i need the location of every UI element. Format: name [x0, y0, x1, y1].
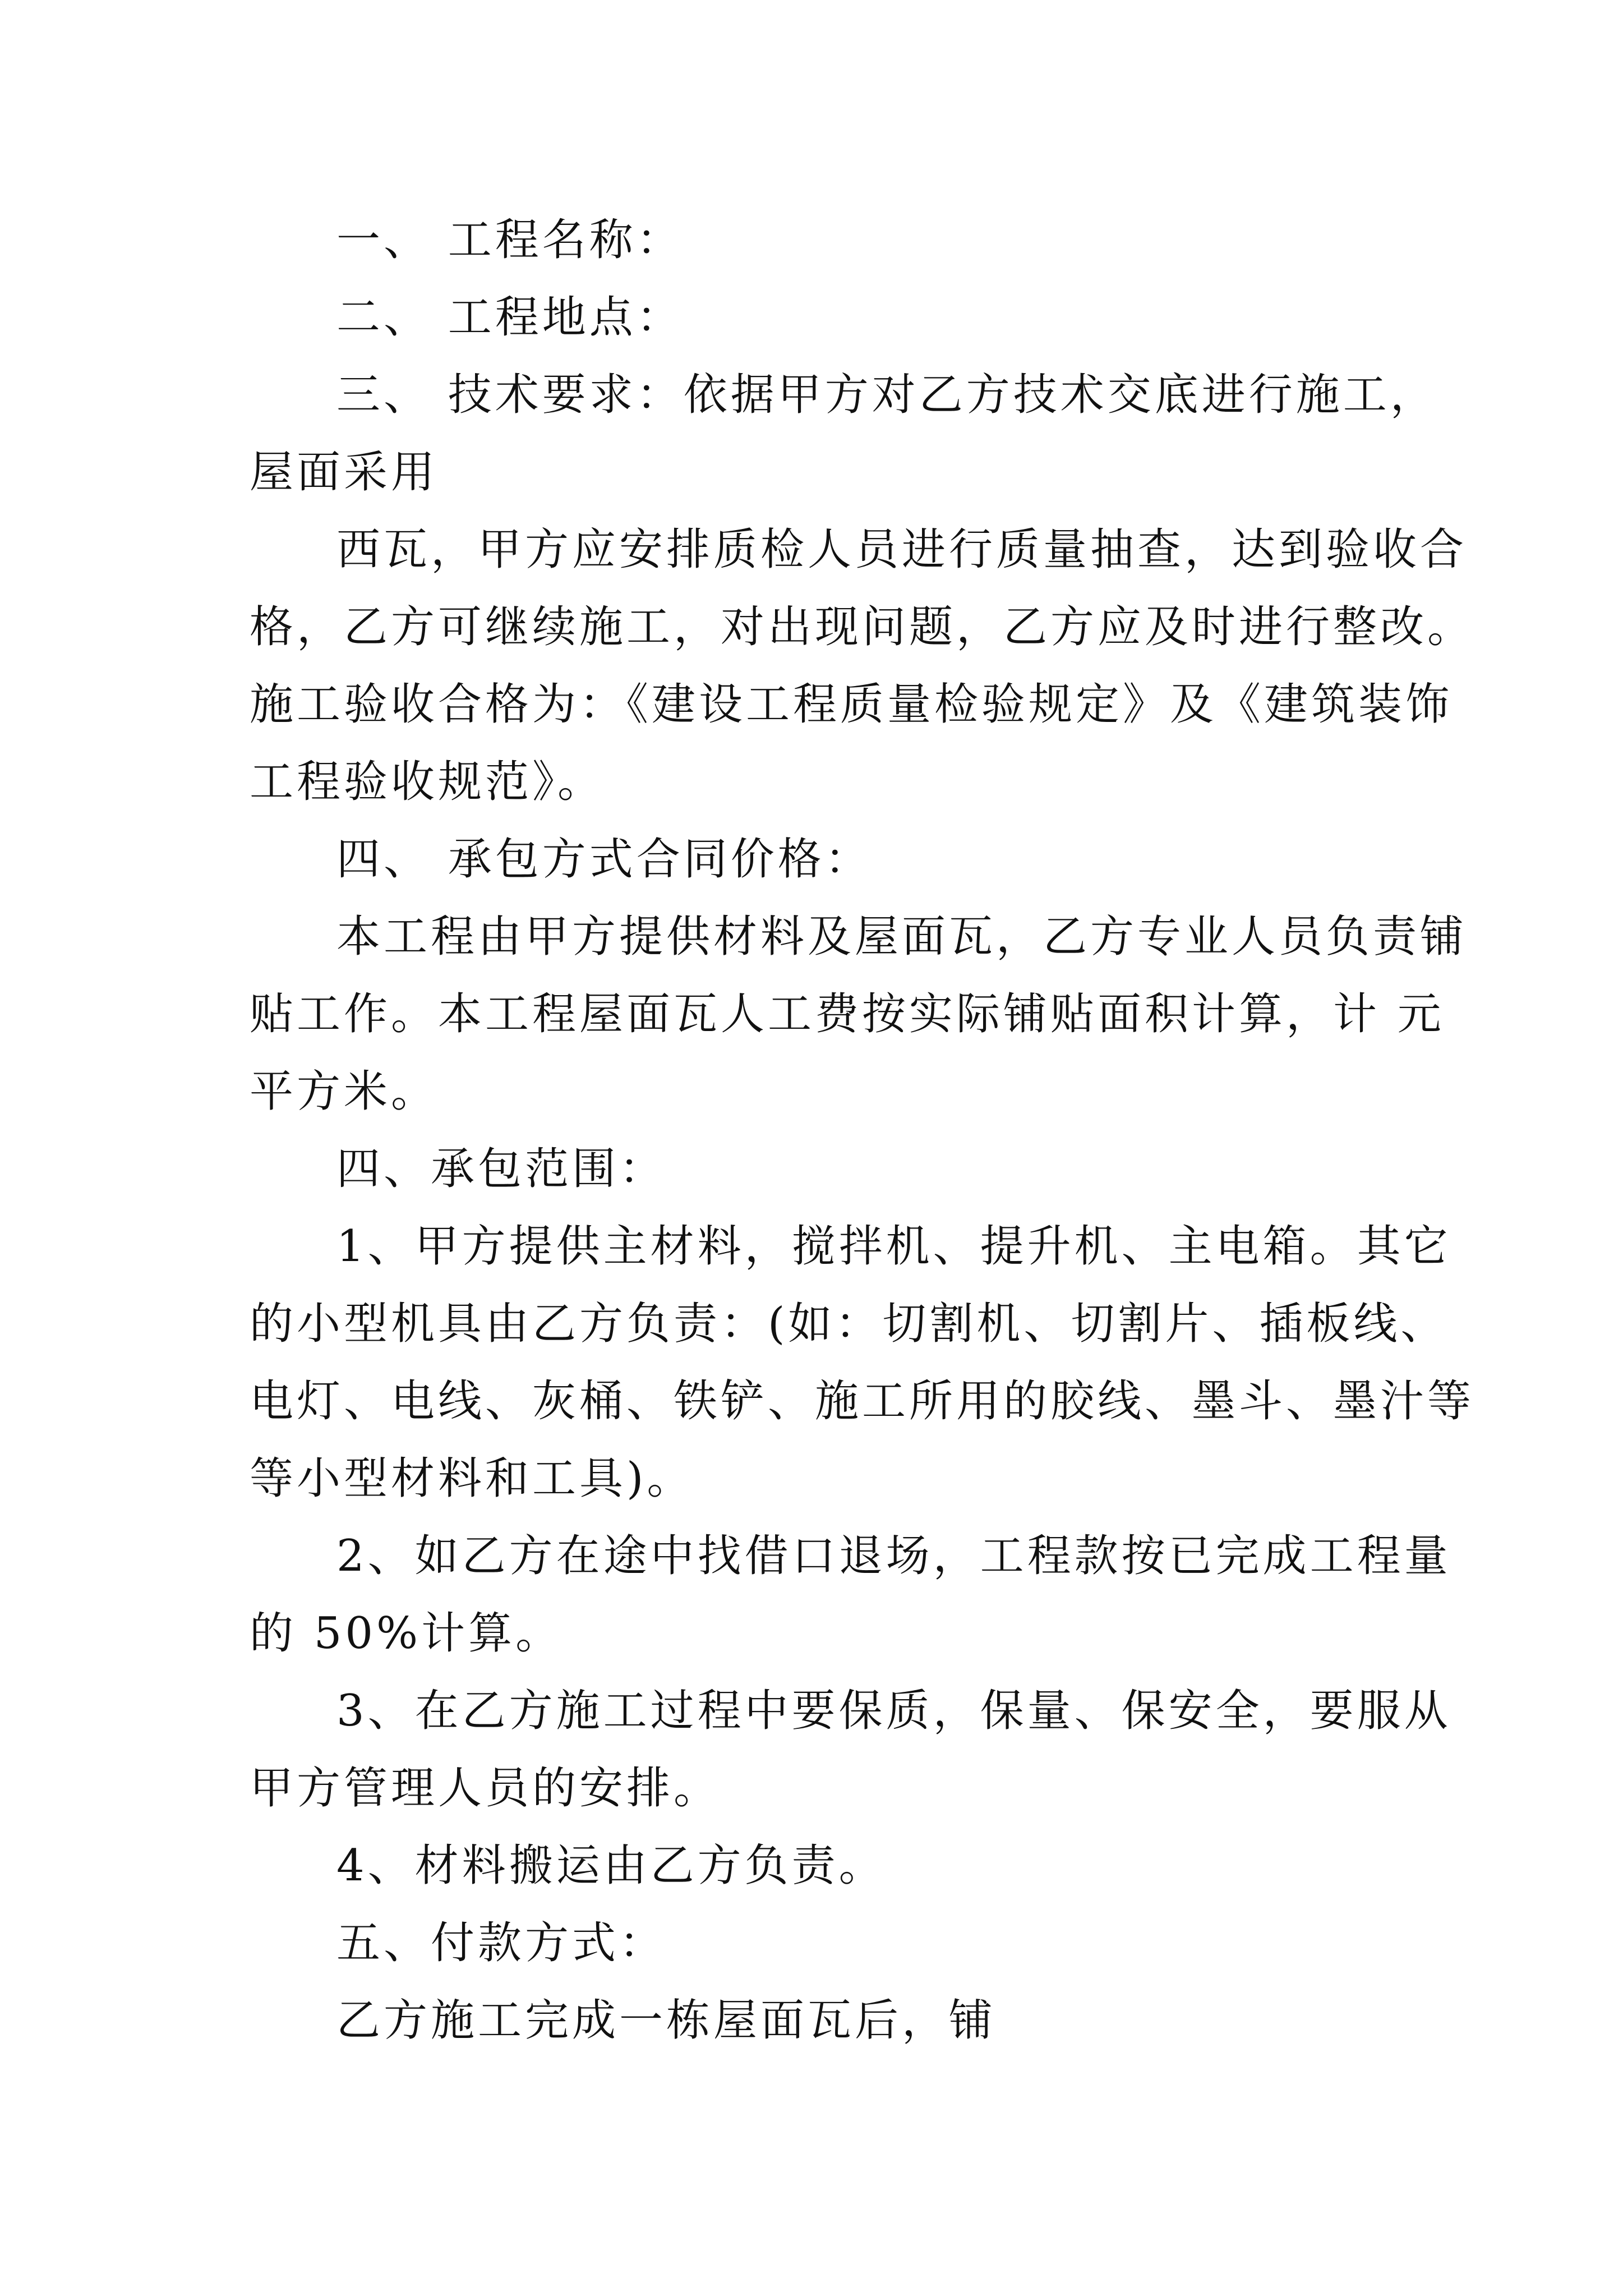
paragraph-line: 施工验收合格为：《建设工程质量检验规定》及《建筑装饰 [250, 679, 1453, 730]
heading-project-location: 二、 工程地点： [336, 292, 684, 343]
list-item-2: 2、如乙方在途中找借口退场，工程款按已完成工程量 [336, 1531, 1451, 1581]
list-item-3: 3、在乙方施工过程中要保质，保量、保安全，要服从 [336, 1686, 1451, 1736]
paragraph-line: 贴工作。本工程屋面瓦人工费按实际铺贴面积计算，计 元 [250, 989, 1445, 1039]
heading-contract-scope: 四、承包范围： [336, 1144, 667, 1194]
list-item-4: 4、材料搬运由乙方负责。 [336, 1841, 886, 1891]
paragraph-line: 屋面采用 [250, 447, 439, 498]
paragraph-line: 西瓦，甲方应安排质检人员进行质量抽查，达到验收合 [336, 524, 1468, 575]
paragraph-line: 工程验收规范》。 [250, 757, 605, 807]
heading-contract-price: 四、 承包方式合同价格： [336, 834, 872, 885]
paragraph-line: 乙方施工完成一栋屋面瓦后，铺 [336, 1995, 997, 2046]
paragraph-line: 电灯、电线、灰桶、铁铲、施工所用的胶线、墨斗、墨汁等 [250, 1376, 1475, 1427]
paragraph-line: 的小型机具由乙方负责：(如：切割机、切割片、插板线、 [250, 1299, 1448, 1349]
heading-technical-req: 三、 技术要求：依据甲方对乙方技术交底进行施工， [336, 370, 1437, 420]
heading-payment-method: 五、付款方式： [336, 1918, 667, 1968]
paragraph-line: 格，乙方可继续施工，对出现问题，乙方应及时进行整改。 [250, 602, 1475, 652]
paragraph-line: 的 50%计算。 [250, 1608, 563, 1659]
paragraph-line: 甲方管理人员的安排。 [250, 1763, 721, 1814]
paragraph-line: 等小型材料和工具)。 [250, 1453, 694, 1504]
paragraph-line: 本工程由甲方提供材料及屋面瓦，乙方专业人员负责铺 [336, 912, 1468, 962]
heading-project-name: 一、 工程名称： [336, 215, 684, 265]
paragraph-line: 平方米。 [250, 1066, 439, 1117]
list-item-1: 1、甲方提供主材料，搅拌机、提升机、主电箱。其它 [336, 1221, 1451, 1272]
